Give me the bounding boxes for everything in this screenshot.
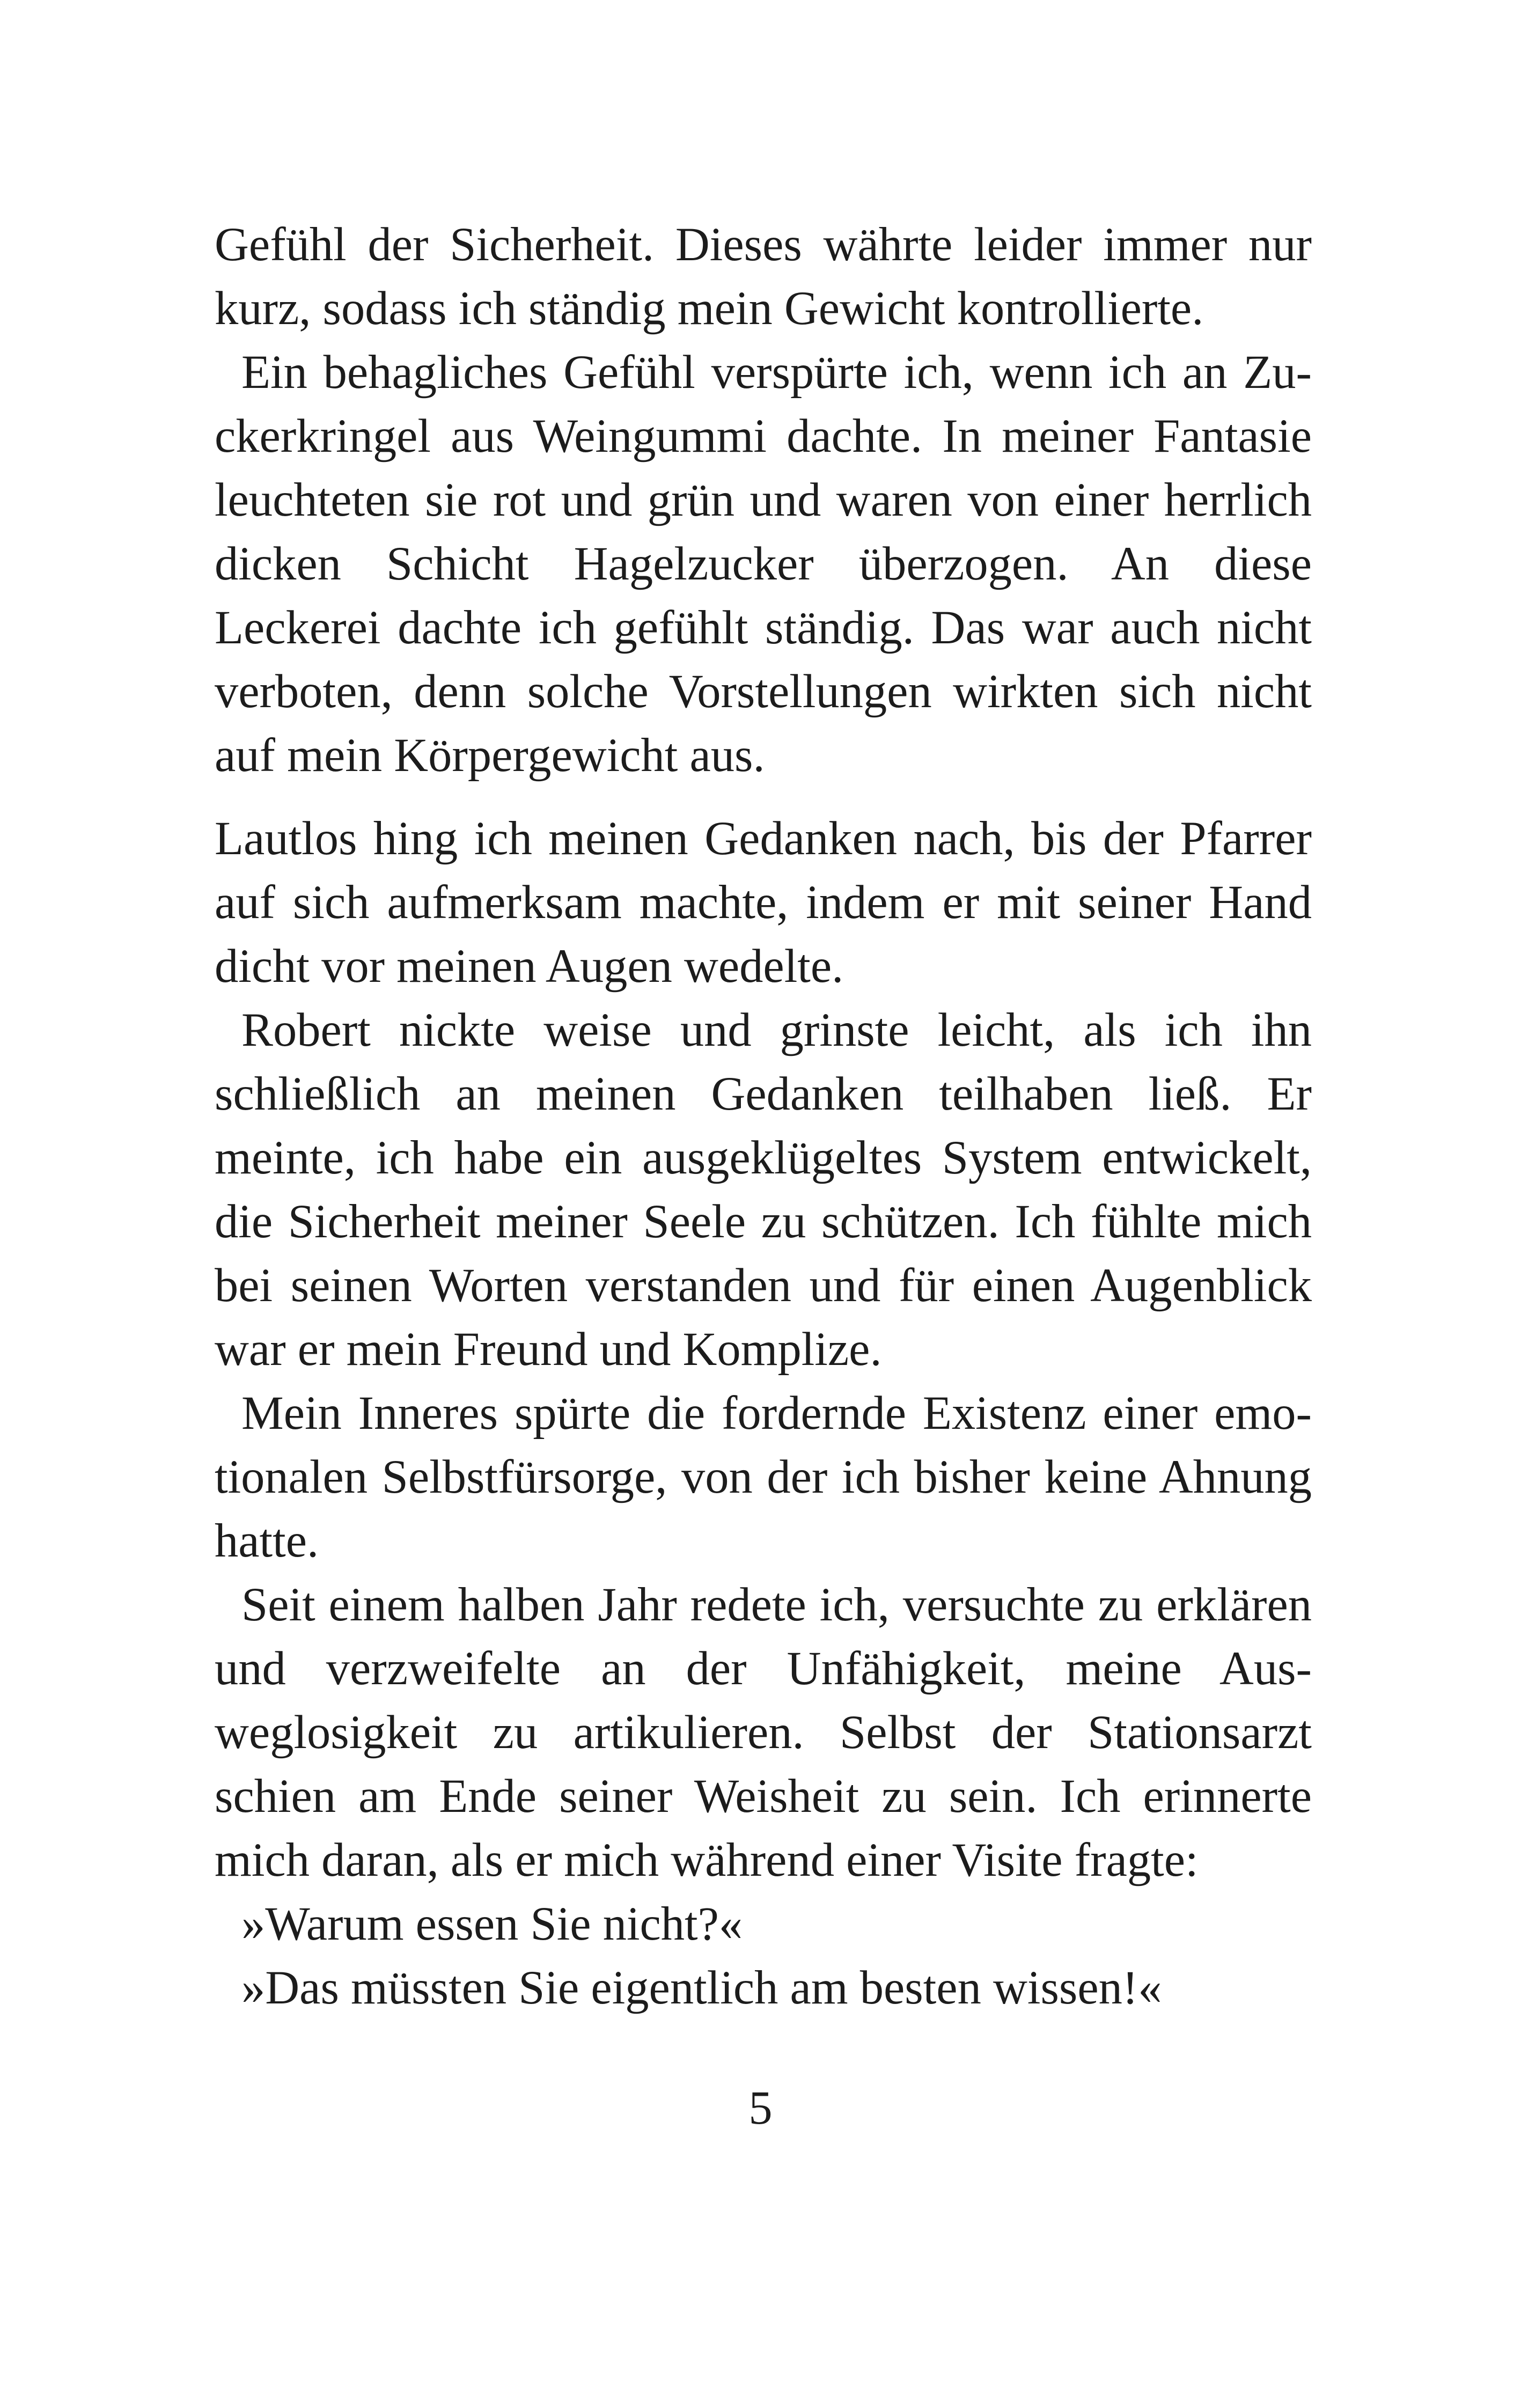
- paragraph-6: Seit einem halben Jahr redete ich, versuchte zu erklären und verzweifelte an der Unfähigkeit, meine Ausweglosigkeit zu artikulieren. Selbst der Stationsarzt schien am Ende seiner Weisheit zu sein. Ich erinnerte mich daran, als er mich während einer Visite fragte:: [215, 1579, 1312, 1886]
- paragraph-5: Mein Inneres spürte die fordernde Existenz einer emotionalen Selbstfürsorge, von der ich bisher keine Ahnung hatte.: [215, 1387, 1312, 1567]
- paragraph-4: Robert nickte weise und grinste leicht, als ich ihn schließlich an meinen Gedanken teilhaben ließ. Er meinte, ich habe ein ausgeklügeltes System entwickelt, die Sicherheit meiner Seele zu schützen. Ich fühlte mich bei seinen Worten verstanden und für einen Augenblick war er mein Freund und Komplize.: [215, 1004, 1312, 1376]
- dialogue-line-1: »Warum essen Sie nicht?«: [241, 1898, 743, 1950]
- paragraph-1: Gefühl der Sicherheit. Dieses währte leider immer nur kurz, sodass ich ständig mein Gewicht kontrollierte.: [215, 218, 1312, 335]
- body-text: [215, 213, 1312, 2020]
- page-number: 5: [748, 2082, 773, 2134]
- paragraph-2: Ein behagliches Gefühl verspürte ich, wenn ich an Zuckerkringel aus Weingummi dachte. In meiner Fantasie leuchteten sie rot und grün und waren von einer herrlich dicken Schicht Hagelzucker überzogen. An diese Leckerei dachte ich gefühlt ständig. Das war auch nicht verboten, denn solche Vorstellungen wirkten sich nicht auf mein Körpergewicht aus.: [215, 346, 1312, 782]
- dialogue-line-2: »Das müssten Sie eigentlich am besten wissen!«: [241, 1962, 1162, 2014]
- paragraph-3: Lautlos hing ich meinen Gedanken nach, bis der Pfarrer auf sich aufmerksam machte, indem er mit seiner Hand dicht vor meinen Augen wedelte.: [215, 812, 1312, 993]
